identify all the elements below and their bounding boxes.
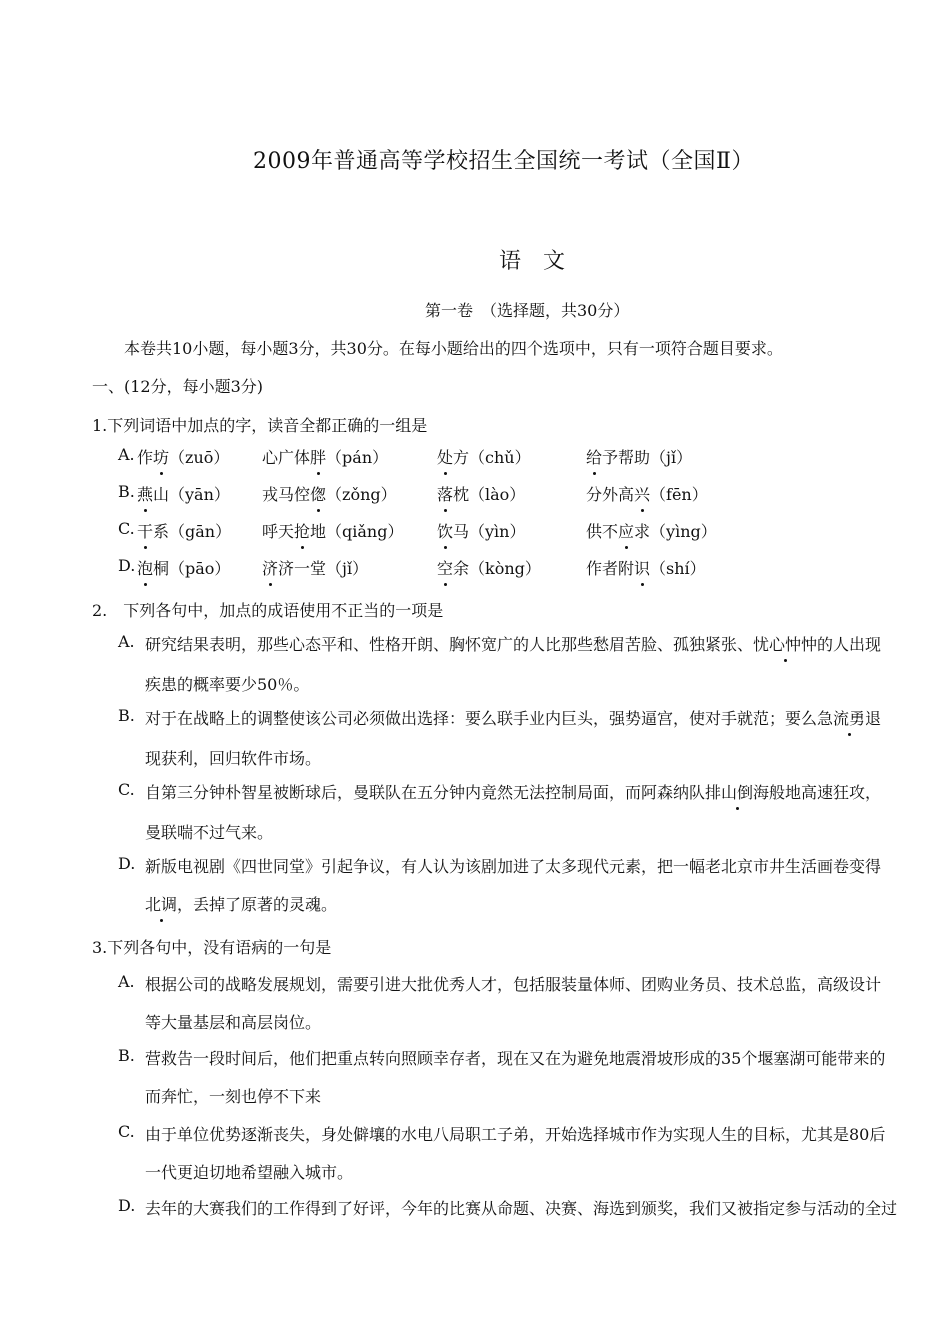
q2-a-line2: 疾患的概率要少50％。 <box>145 675 310 694</box>
q3-c-line2: 一代更迫切地希望融入城市。 <box>145 1163 354 1182</box>
q3-c-label: C. <box>118 1122 135 1141</box>
q1-a-item-1: 作坊（zuō） <box>137 445 229 468</box>
q2-c-label: C. <box>118 780 135 799</box>
q1-a-item-3: 处方（chǔ） <box>437 445 531 468</box>
q1-c-item-4: 供不应求（yìng） <box>586 519 717 542</box>
q1-d-item-3: 空余（kòng） <box>437 556 541 579</box>
q3-d-line1: 去年的大赛我们的工作得到了好评，今年的比赛从命题、决赛、海选到颁奖，我们又被指定参与活动的全过 <box>145 1199 898 1218</box>
q1-row-b-label: B. <box>118 482 135 501</box>
q1-row-a-label: A. <box>118 445 135 464</box>
instructions: 本卷共10小题，每小题3分，共30分。在每小题给出的四个选项中，只有一项符合题目要求。 <box>124 339 783 358</box>
q3-a-line2: 等大量基层和高层岗位。 <box>145 1013 322 1032</box>
q3-b-line1: 营救告一段时间后，他们把重点转向照顾幸存者，现在又在为避免地震滑坡形成的35个堰塞湖可能带来的 <box>145 1049 886 1068</box>
q3-a-label: A. <box>118 972 135 991</box>
q2-d-line1: 新版电视剧《四世同堂》引起争议，有人认为该剧加进了太多现代元素，把一幅老北京市井生活画卷变得 <box>145 857 882 876</box>
q2-d-line2: 北调，丢掉了原著的灵魂。 <box>145 892 337 915</box>
q3-b-line2: 而奔忙，一刻也停不下来 <box>145 1087 322 1106</box>
q1-b-item-3: 落枕（lào） <box>437 482 525 505</box>
q1-row-d-label: D. <box>118 556 136 575</box>
q1-c-item-1: 干系（gān） <box>137 519 231 542</box>
q1-d-item-2: 济济一堂（jǐ） <box>262 556 368 579</box>
q3-a-line1: 根据公司的战略发展规划，需要引进大批优秀人才，包括服装量体师、团购业务员、技术总监，高级设计 <box>145 975 882 994</box>
q1-b-item-1: 燕山（yān） <box>137 482 230 505</box>
q1-stem: 1.下列词语中加点的字，读音全都正确的一组是 <box>92 416 428 435</box>
q3-d-label: D. <box>118 1196 136 1215</box>
q1-a-item-2: 心广体胖（pán） <box>262 445 388 468</box>
q2-stem: 2. 下列各句中，加点的成语使用不正当的一项是 <box>92 601 444 620</box>
q3-b-label: B. <box>118 1046 135 1065</box>
q2-b-line2: 现获利，回归软件市场。 <box>145 749 322 768</box>
q1-b-item-2: 戎马倥偬（zǒng） <box>262 482 397 505</box>
q1-a-item-4: 给予帮助（jǐ） <box>586 445 692 468</box>
q3-c-line1: 由于单位优势逐渐丧失，身处僻壤的水电八局职工子弟，开始选择城市作为实现人生的目标，尤其是80后 <box>145 1125 886 1144</box>
q2-c-line2: 曼联喘不过气来。 <box>145 823 274 842</box>
q1-c-item-3: 饮马（yìn） <box>437 519 525 542</box>
q1-d-item-1: 泡桐（pāo） <box>137 556 230 579</box>
q2-a-line1: 研究结果表明，那些心态平和、性格开朗、胸怀宽广的人比那些愁眉苦脸、孤独紧张、忧心忡忡的人出现 <box>145 632 881 655</box>
q3-stem: 3.下列各句中，没有语病的一句是 <box>92 938 332 957</box>
q1-b-item-4: 分外高兴（fēn） <box>586 482 708 505</box>
section-title: 第一卷 （选择题，共30分） <box>425 301 630 320</box>
subject-title: 语 文 <box>499 249 566 274</box>
q2-b-line1: 对于在战略上的调整使该公司必须做出选择：要么联手业内巨头，强势逼宫，使对手就范；要么急流勇退 <box>145 706 881 729</box>
q2-b-label: B. <box>118 706 135 725</box>
q1-row-c-label: C. <box>118 519 135 538</box>
q2-a-label: A. <box>118 632 135 651</box>
q1-c-item-2: 呼天抢地（qiǎng） <box>262 519 403 542</box>
q1-d-item-4: 作者附识（shí） <box>586 556 706 579</box>
part-one-heading: 一、(12分，每小题3分) <box>92 377 264 396</box>
exam-title: 2009年普通高等学校招生全国统一考试（全国Ⅱ） <box>253 149 754 174</box>
q2-c-line1: 自第三分钟朴智星被断球后，曼联队在五分钟内竟然无法控制局面，而阿森纳队排山倒海般地高速狂攻， <box>145 780 881 803</box>
q2-d-label: D. <box>118 854 136 873</box>
